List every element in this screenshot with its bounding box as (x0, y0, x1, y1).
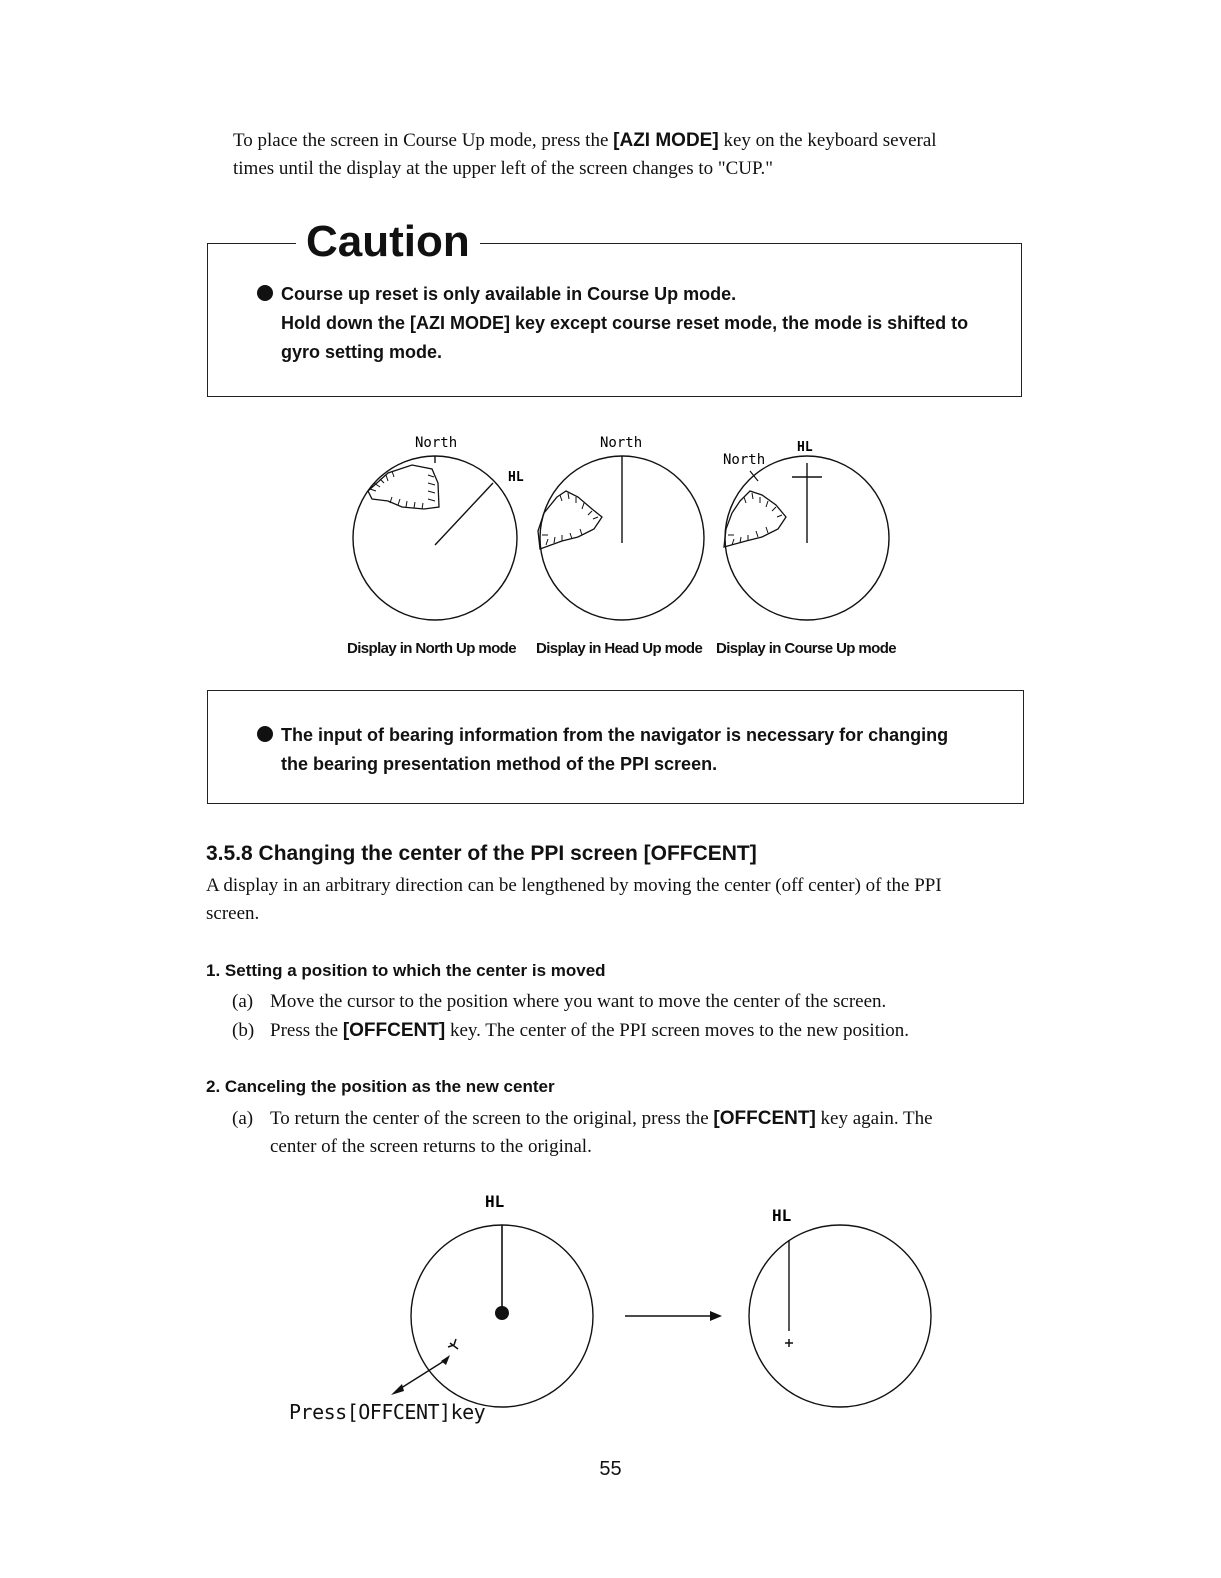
echo-hatching (728, 493, 782, 545)
arrowhead-icon (441, 1355, 450, 1365)
step-1-title: 1. Setting a position to which the center is moved (206, 961, 606, 980)
caption-course-up: Display in Course Up mode (716, 640, 897, 657)
hl-label: HL (797, 440, 813, 455)
caution-line-2: Hold down the [AZI MODE] key except course reset mode, the mode is shifted to (281, 313, 969, 333)
press-offcent-label: Press[OFFCENT]key (289, 1400, 486, 1424)
note-bullet-icon (257, 726, 273, 742)
after-display (749, 1206, 931, 1407)
azi-mode-key: [AZI MODE] (613, 130, 719, 151)
step-1a-text: Move the cursor to the position where you want to move the center of the screen. (270, 991, 887, 1012)
step-2a-text (270, 1105, 1030, 1161)
hl-label: HL (772, 1206, 792, 1225)
echo-hatching (542, 493, 598, 545)
north-label: North (415, 435, 458, 451)
section-intro (206, 872, 1036, 928)
pointer-line (398, 1361, 444, 1390)
caption-north-up: Display in North Up mode (347, 640, 516, 657)
step-1a-label: (a) (232, 991, 254, 1012)
north-up-display (353, 435, 524, 620)
section-heading: 3.5.8 Changing the center of the PPI screen [OFFCENT] (206, 842, 757, 865)
azimuth-mode-figure (340, 425, 920, 640)
note-line-2: the bearing presentation method of the PPI screen. (281, 754, 718, 774)
head-up-display (538, 435, 704, 620)
section-intro-line-1: A display in an arbitrary direction can be lengthened by moving the center (off center) of the PPI (206, 875, 942, 896)
intro-line-2: times until the display at the upper left of the screen changes to "CUP." (233, 158, 773, 179)
hl-label: HL (485, 1192, 505, 1211)
caution-bullet-icon (257, 285, 273, 301)
step-2a-label: (a) (232, 1108, 254, 1129)
course-up-display (723, 440, 889, 620)
intro-paragraph (233, 127, 1033, 183)
step-1b-label: (b) (232, 1020, 255, 1041)
ppi-circle (353, 456, 517, 620)
arrowhead-icon (391, 1384, 404, 1395)
offcent-key: [OFFCENT] (713, 1108, 816, 1129)
page-number: 55 (599, 1458, 622, 1480)
before-display (391, 1192, 593, 1407)
offcent-key: [OFFCENT] (342, 1020, 446, 1041)
center-cross-icon (785, 1339, 793, 1347)
caution-title: Caution (296, 212, 480, 272)
intro-line-1: To place the screen in Course Up mode, press the [AZI MODE] key on the keyboard several (233, 130, 937, 151)
step-2-title: 2. Canceling the position as the new center (206, 1077, 555, 1096)
step-1b-text: Press the [OFFCENT] key. The center of the PPI screen moves to the new position. (270, 1020, 910, 1041)
cursor-icon (448, 1339, 458, 1349)
section-intro-line-2: screen. (206, 903, 260, 924)
caution-line-1: Course up reset is only available in Course Up mode. (281, 284, 737, 304)
north-label: North (723, 452, 766, 468)
hl-label: HL (508, 470, 524, 485)
land-echo (368, 465, 439, 509)
own-ship-center-icon (495, 1306, 509, 1320)
land-echo (724, 491, 786, 547)
caution-line-3: gyro setting mode. (281, 342, 443, 362)
step-2a-line-1: To return the center of the screen to the original, press the [OFFCENT] key again. The (270, 1108, 933, 1129)
arrow-right-icon (710, 1311, 722, 1321)
transition-arrow (625, 1311, 722, 1321)
ppi-circle (749, 1225, 931, 1407)
offcenter-figure (280, 1185, 960, 1435)
heading-line (435, 483, 493, 545)
note-line-1: The input of bearing information from the navigator is necessary for changing (281, 725, 949, 745)
caption-head-up: Display in Head Up mode (536, 640, 703, 657)
step-2a-line-2: center of the screen returns to the original. (270, 1136, 592, 1157)
north-label: North (600, 435, 643, 451)
